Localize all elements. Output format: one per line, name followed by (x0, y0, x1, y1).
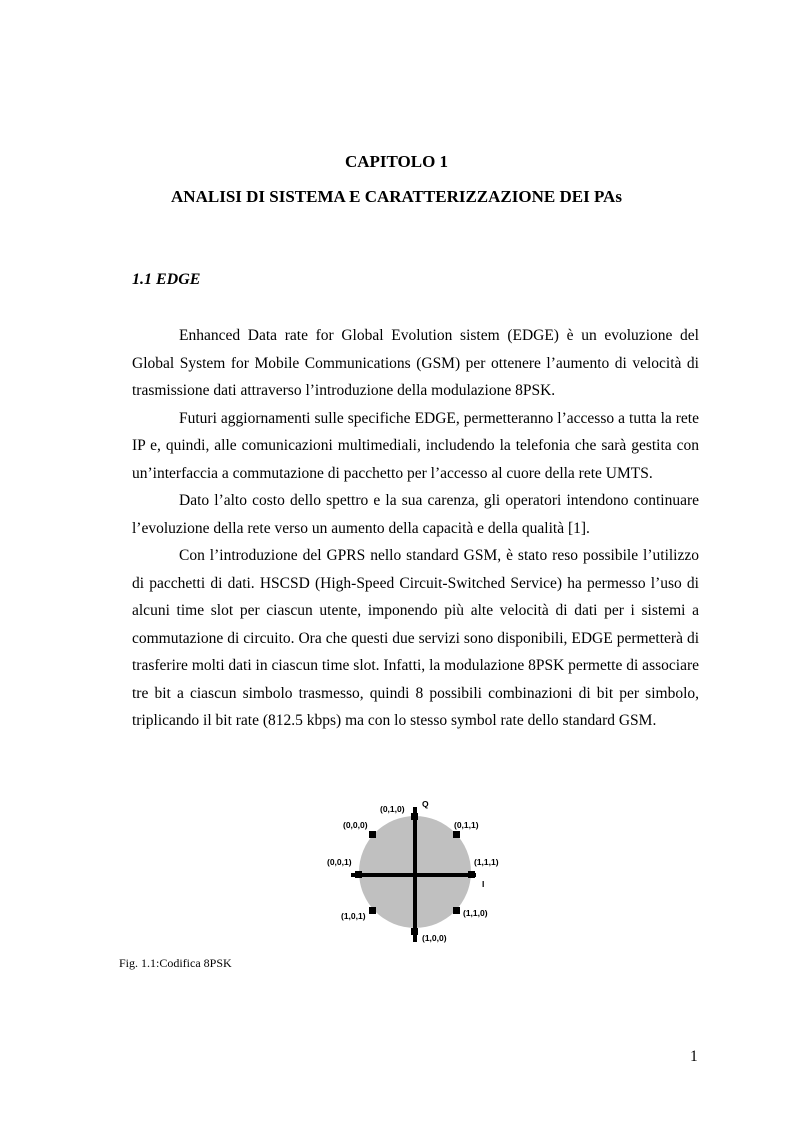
body-text (132, 322, 699, 735)
point-label-111: (1,1,1) (474, 857, 499, 867)
q-axis-label: Q (422, 799, 429, 809)
chapter-title: ANALISI DI SISTEMA E CARATTERIZZAZIONE DEI PAs (171, 187, 622, 206)
point-label-010: (0,1,0) (380, 804, 405, 814)
paragraph: Dato l’alto costo dello spettro e la sua carenza, gli operatori intendono continuare l’evoluzione della rete verso un aumento della capacità e della qualità [1]. (132, 492, 699, 537)
point-000 (369, 831, 376, 838)
point-label-101: (1,0,1) (341, 911, 366, 921)
point-label-011: (0,1,1) (454, 820, 479, 830)
point-001 (355, 871, 362, 878)
point-101 (369, 907, 376, 914)
point-label-000: (0,0,0) (343, 820, 368, 830)
point-100 (411, 928, 418, 935)
point-111 (468, 871, 475, 878)
point-label-110: (1,1,0) (463, 908, 488, 918)
point-011 (453, 831, 460, 838)
i-axis-label: I (482, 879, 485, 889)
page-number: 1 (690, 1048, 698, 1065)
constellation-diagram (318, 797, 508, 952)
chapter-number: CAPITOLO 1 (344, 152, 449, 171)
point-110 (453, 907, 460, 914)
point-label-001: (0,0,1) (327, 857, 352, 867)
constellation-figure (318, 797, 508, 952)
paragraph: Enhanced Data rate for Global Evolution sistem (EDGE) è un evoluzione del Global System for Mobile Communications (GSM) per ottenere l’aumento di velocità di trasmissione dati attraverso l’introduzione della modulazione 8PSK. (132, 327, 699, 399)
point-label-100: (1,0,0) (422, 933, 447, 943)
section-heading: 1.1 EDGE (132, 271, 201, 288)
figure-caption: Fig. 1.1:Codifica 8PSK (119, 956, 232, 970)
point-010 (411, 813, 418, 820)
paragraph: Futuri aggiornamenti sulle specifiche EDGE, permetteranno l’accesso a tutta la rete IP e, quindi, alle comunicazioni multimediali, includendo la telefonia che sarà gestita con un’interfaccia a commutazione di pacchetto per l’accesso al cuore della rete UMTS. (132, 409, 699, 482)
paragraph: Con l’introduzione del GPRS nello standard GSM, è stato reso possibile l’utilizzo di pacchetti di dati. HSCSD (High-Speed Circuit-Switched Service) ha permesso l’uso di alcuni time slot per ciascun utente, imponendo più alte velocità di dati per i sistemi a commutazione di circuito. Ora che questi due servizi sono disponibili, EDGE permetterà di trasferire molti dati in ciascun time slot. Infatti, la modulazione 8PSK permette di associare tre bit a ciascun simbolo trasmesso, quindi 8 possibili combinazioni di bit per simbolo, triplicando il bit rate (812.5 kbps) ma con lo stesso symbol rate dello standard GSM. (132, 547, 699, 729)
